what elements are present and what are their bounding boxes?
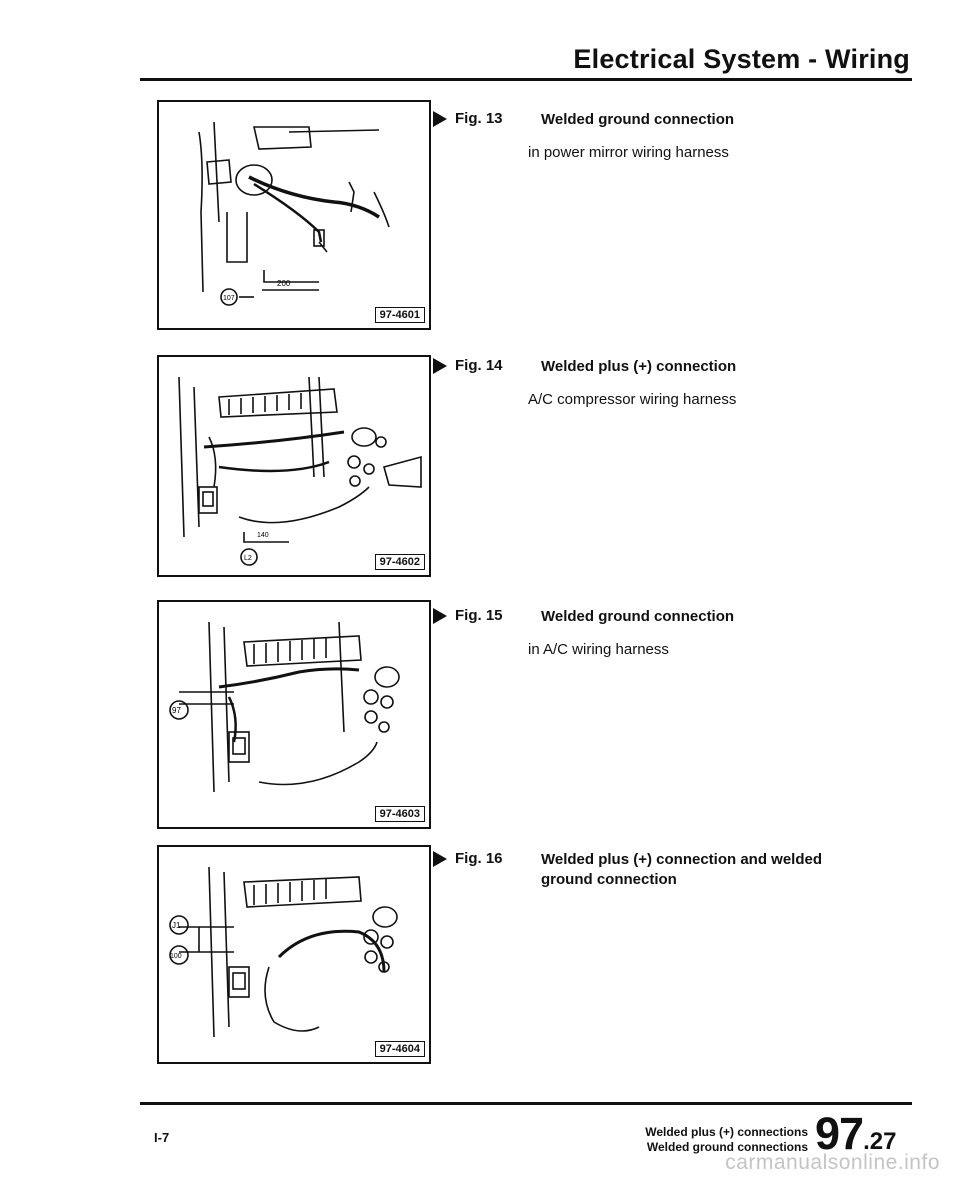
callout-j1: J1 bbox=[172, 921, 181, 930]
arrow-icon bbox=[433, 851, 447, 867]
figure-13-number: Fig. 13 bbox=[455, 110, 503, 127]
callout-100: 100 bbox=[170, 953, 182, 960]
figure-13-code: 97-4601 bbox=[375, 307, 425, 323]
figure-13-illustration bbox=[157, 100, 431, 330]
header-rule bbox=[140, 78, 912, 81]
section-number-major: 97 bbox=[815, 1108, 864, 1159]
figure-15-title: Welded ground connection bbox=[541, 608, 735, 625]
figure-14-description: A/C compressor wiring harness bbox=[528, 391, 737, 408]
figure-14-caption bbox=[433, 357, 903, 408]
callout-l2: L2 bbox=[244, 555, 252, 562]
footer-rule bbox=[140, 1102, 912, 1105]
figure-15-drawing bbox=[159, 602, 429, 827]
arrow-icon bbox=[433, 608, 447, 624]
figure-15-number: Fig. 15 bbox=[455, 607, 503, 624]
figure-14-drawing bbox=[159, 357, 429, 575]
figure-16-drawing bbox=[159, 847, 429, 1062]
figure-16-title: Welded plus (+) connection and welded ground connection bbox=[541, 851, 823, 888]
figure-16-number: Fig. 16 bbox=[455, 850, 503, 867]
figure-15-illustration bbox=[157, 600, 431, 829]
figure-16-code: 97-4604 bbox=[375, 1041, 425, 1057]
figure-14-illustration bbox=[157, 355, 431, 577]
figure-14-number: Fig. 14 bbox=[455, 357, 503, 374]
figure-14-title: Welded plus (+) connection bbox=[541, 358, 737, 375]
callout-97: 97 bbox=[172, 706, 181, 715]
figure-15-code: 97-4603 bbox=[375, 806, 425, 822]
footer-summary-line1: Welded plus (+) connections bbox=[645, 1125, 808, 1139]
arrow-icon bbox=[433, 358, 447, 374]
figure-16-caption bbox=[433, 850, 903, 890]
figure-14-code: 97-4602 bbox=[375, 554, 425, 570]
figure-13-drawing bbox=[159, 102, 429, 328]
figure-15-caption bbox=[433, 607, 903, 658]
footer-summary-line2: Welded ground connections bbox=[646, 1140, 808, 1154]
section-number-minor: .27 bbox=[863, 1128, 897, 1155]
dimension-label-200: 200 bbox=[277, 279, 291, 288]
figure-13-caption bbox=[433, 110, 903, 161]
page-id: I-7 bbox=[154, 1130, 170, 1145]
dimension-label-140: 140 bbox=[257, 532, 269, 539]
figure-13-description: in power mirror wiring harness bbox=[528, 144, 729, 161]
figure-16-illustration bbox=[157, 845, 431, 1064]
page-header-title: Electrical System - Wiring bbox=[573, 44, 910, 74]
figure-13-title: Welded ground connection bbox=[541, 111, 735, 128]
callout-107: 107 bbox=[223, 295, 235, 302]
figure-15-description: in A/C wiring harness bbox=[528, 641, 669, 658]
watermark: carmanualsonline.info bbox=[725, 1151, 940, 1174]
arrow-icon bbox=[433, 111, 447, 127]
